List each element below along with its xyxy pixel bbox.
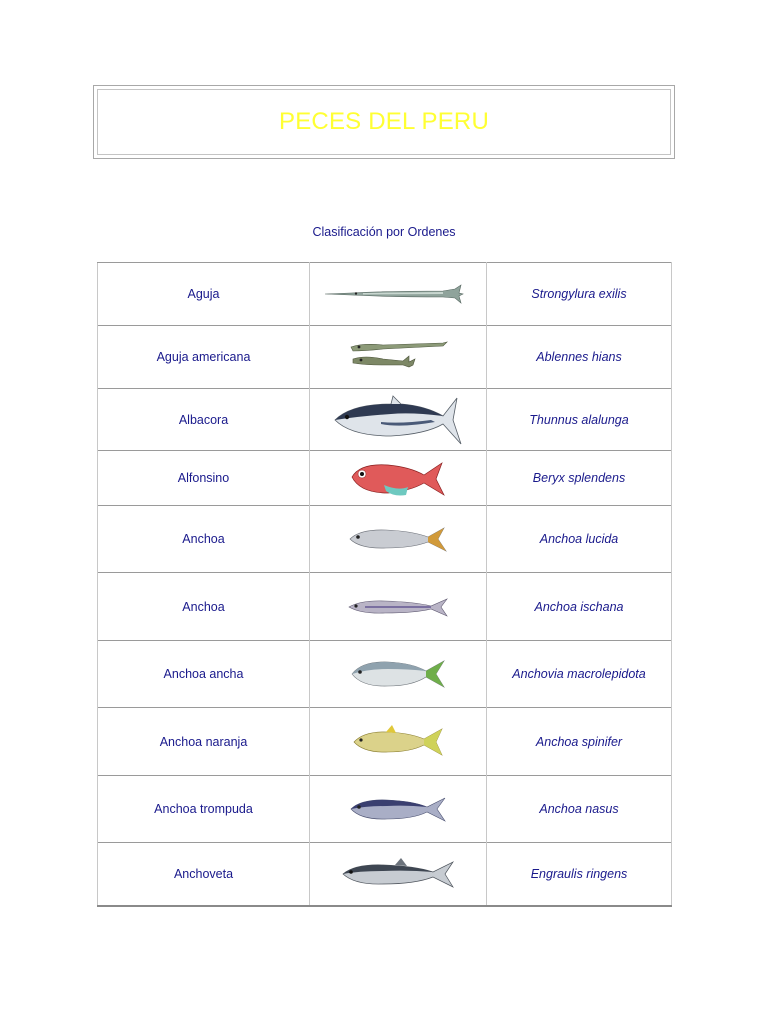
scientific-name: Anchoa spinifer [487,708,672,776]
table-row [98,263,672,326]
common-name: Anchoveta [98,843,310,906]
common-name: Anchoa trompuda [98,776,310,843]
page-title: PECES DEL PERU [279,108,489,135]
common-name: Albacora [98,389,310,451]
table-row [98,843,672,906]
broad-anchovy-icon [348,657,448,691]
title-box [93,85,675,159]
anchovy-icon [346,524,450,554]
peruvian-anchoveta-icon [339,857,457,891]
common-name: Anchoa [98,506,310,573]
scientific-name: Anchoa lucida [487,506,672,573]
albacore-tuna-icon [331,392,465,448]
scientific-name: Beryx splendens [487,451,672,506]
flat-needlefish-icon [343,337,453,377]
table-row [98,641,672,708]
subtitle: Clasificación por Ordenes [312,225,456,239]
common-name: Alfonsino [98,451,310,506]
table-row [98,573,672,641]
scientific-name: Strongylura exilis [487,263,672,326]
common-name: Anchoa ancha [98,641,310,708]
title-inner-frame [97,89,671,155]
scientific-name: Anchoa ischana [487,573,672,641]
table-row [98,776,672,843]
table-row [98,451,672,506]
scientific-name: Thunnus alalunga [487,389,672,451]
scientific-name: Anchoa nasus [487,776,672,843]
scientific-name: Ablennes hians [487,326,672,389]
anchovy-icon [347,793,449,825]
table-row [98,389,672,451]
scientific-name: Anchovia macrolepidota [487,641,672,708]
common-name: Anchoa naranja [98,708,310,776]
anchovy-icon [345,594,451,620]
fish-table [97,262,672,907]
table-row [98,326,672,389]
table-row [98,506,672,573]
scientific-name: Engraulis ringens [487,843,672,906]
common-name: Aguja [98,263,310,326]
needlefish-icon [323,282,473,306]
red-alfonsino-icon [348,457,448,499]
yellow-anchovy-icon [350,723,446,761]
common-name: Anchoa [98,573,310,641]
common-name: Aguja americana [98,326,310,389]
table-row [98,708,672,776]
